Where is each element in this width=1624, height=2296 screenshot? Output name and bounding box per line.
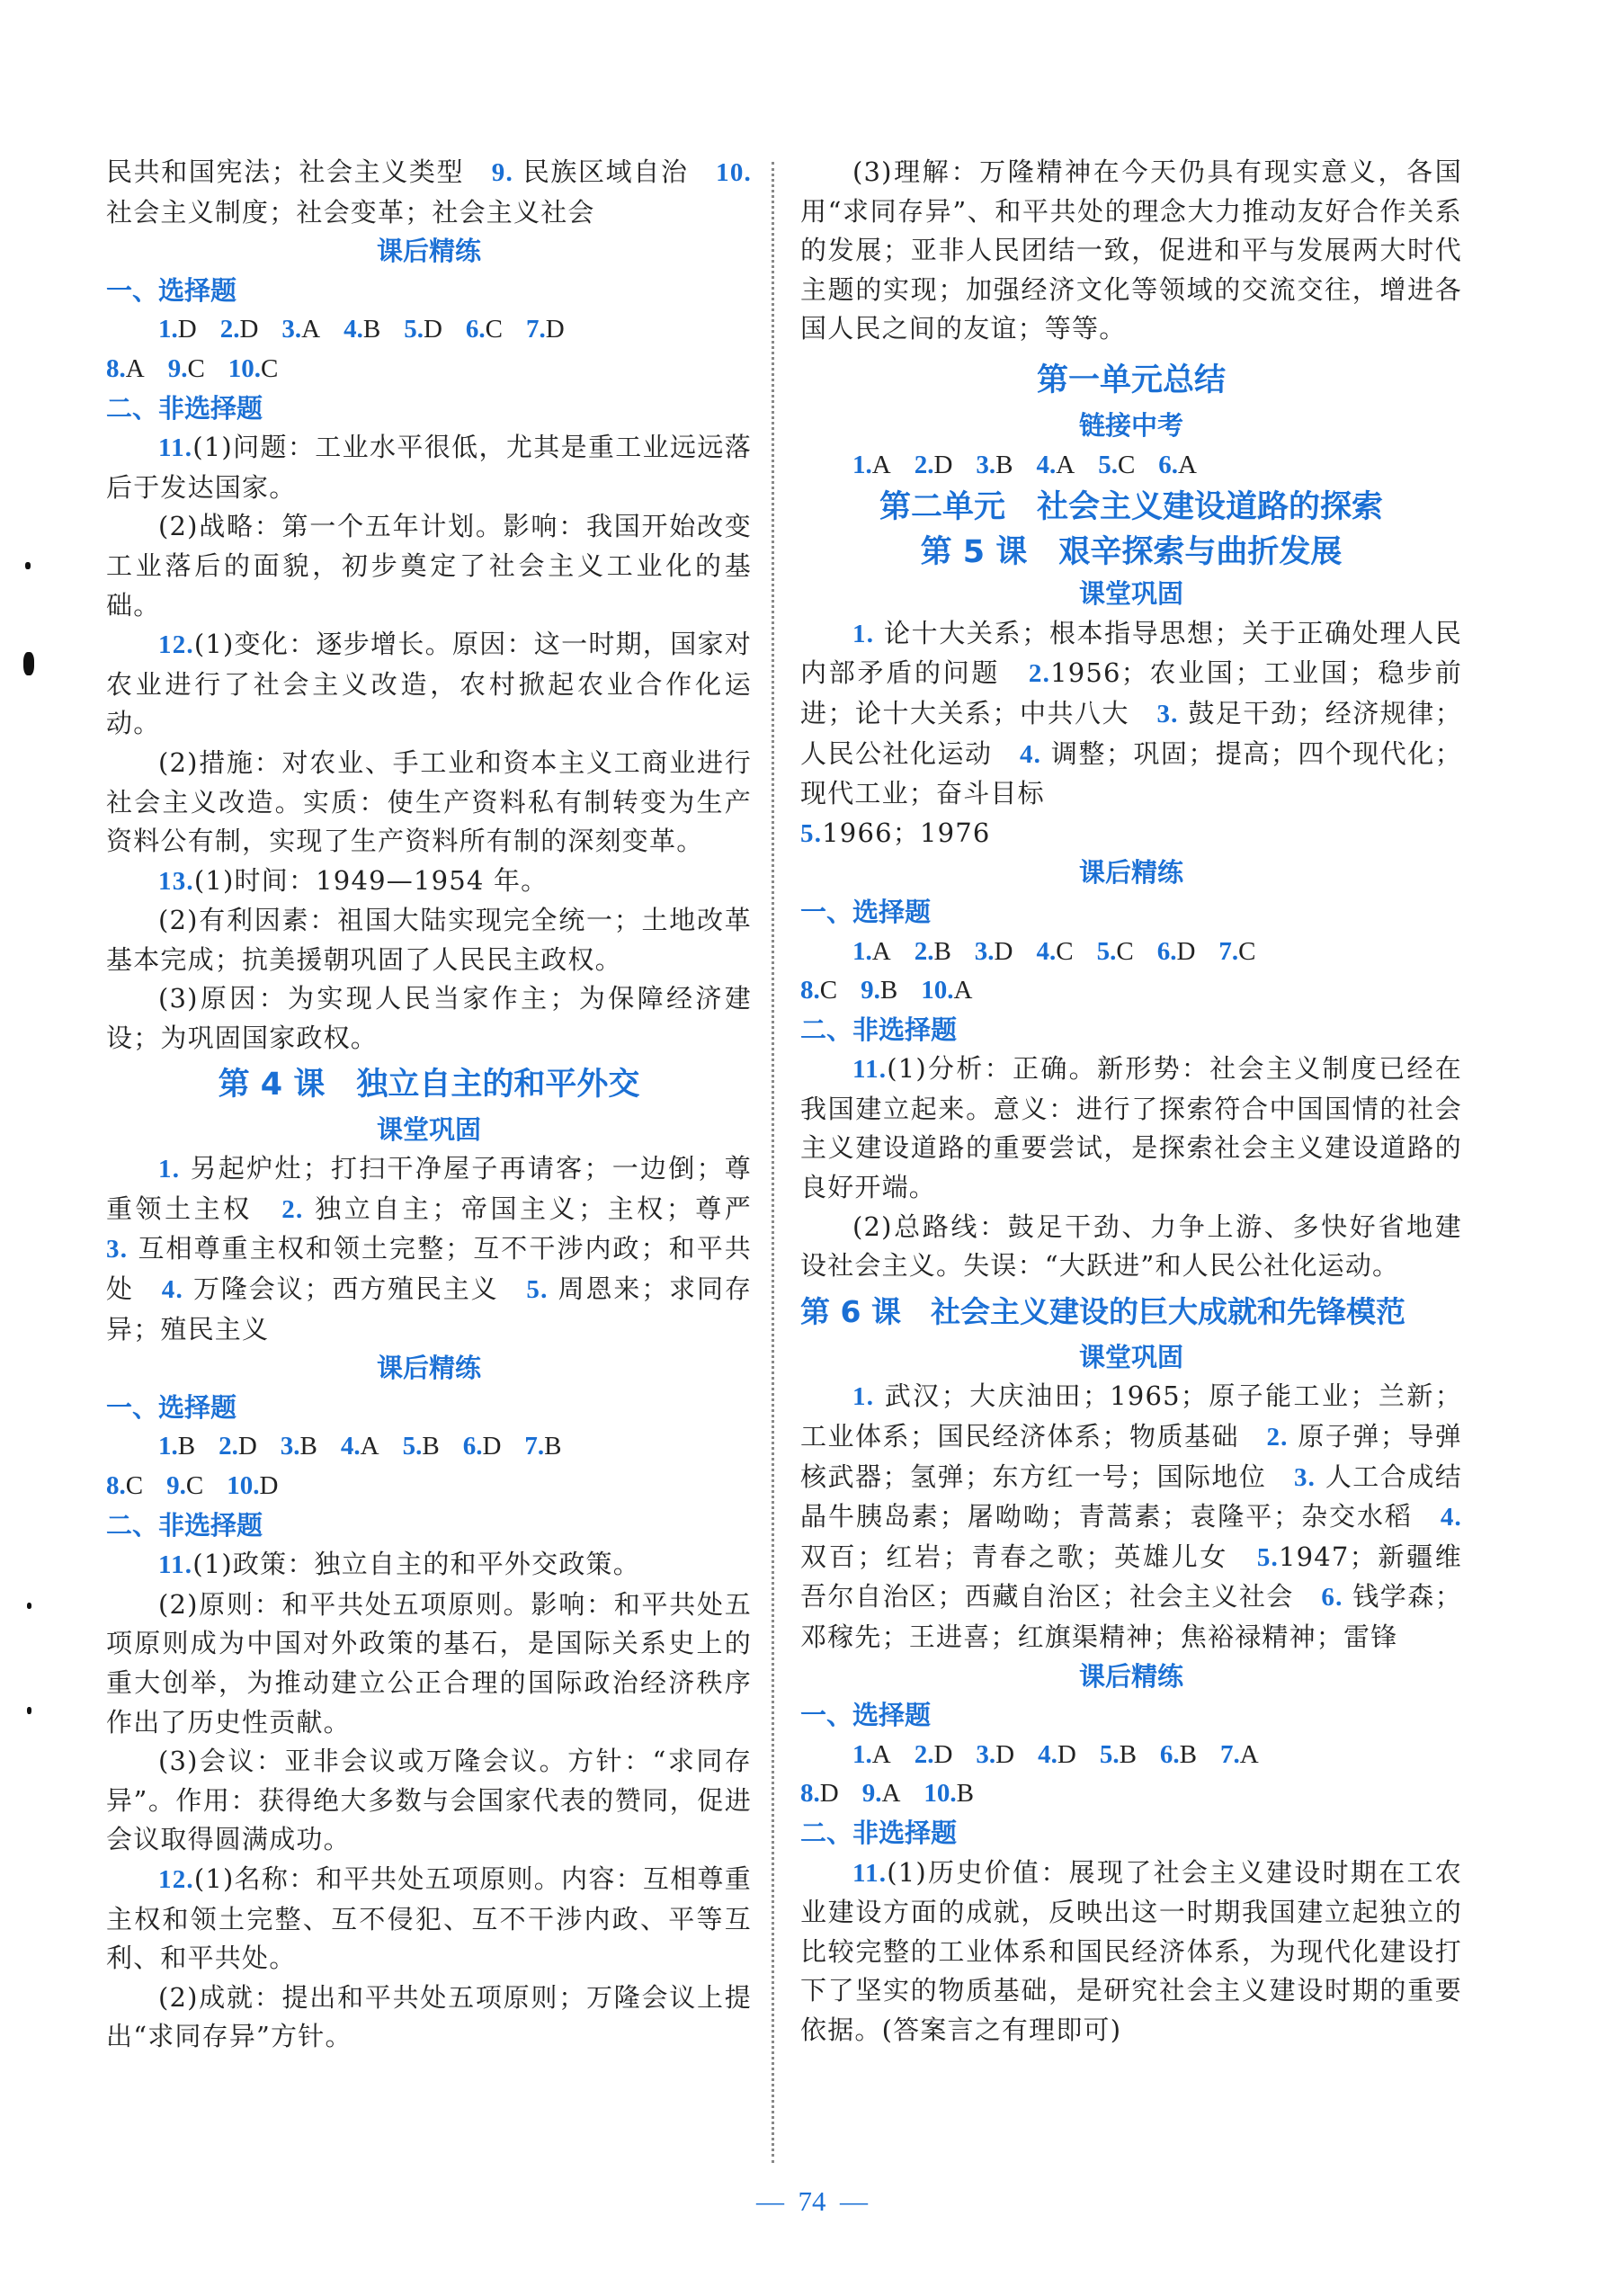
answer-letter: D [1057,1739,1076,1769]
column-divider [772,162,774,2163]
question-number: 6. [462,1432,483,1461]
subsection-heading-in-class: 课堂巩固 [1078,1341,1183,1372]
answer-letter: D [995,1739,1015,1769]
mc-answer [166,1467,203,1506]
mc-answer [524,1427,561,1467]
mc-answer [975,933,1013,972]
answer-letter: A [1239,1739,1259,1769]
answer-letter: A [125,353,145,383]
mc-answer [1218,933,1255,972]
question-number: 4. [1038,1739,1057,1769]
scan-speck [27,1603,31,1609]
question-number: 7. [524,1432,545,1461]
question-number: 3. [976,450,996,479]
mc-answer [1037,933,1074,972]
mc-answer [228,350,279,389]
unit-summary-title: 第一单元总结 [1036,362,1226,398]
answer-letter: D [933,1739,953,1769]
mc-answer [1037,446,1075,486]
section-heading-multiple-choice: 一、选择题 [800,1700,932,1731]
mc-answer [168,350,205,389]
question-number: 1. [852,1739,872,1769]
answer-letter: D [1176,936,1196,966]
mc-answer [526,310,565,350]
answer-letter: A [1178,450,1197,479]
mc-answers-row [800,1736,1462,1775]
question-number: 10. [228,353,262,383]
question-number: 9. [167,353,188,383]
answer-paragraph: (2)战略：第一个五年计划。影响：我国开始改变工业落后的面貌，初步奠定了社会主义工业化的基础。 [106,511,752,621]
subsection-heading-after-class: 课后精练 [376,236,481,267]
question-number: 2. [914,1739,934,1769]
answer-paragraph: (3)会议：亚非会议或万隆会议。方针：“求同存异”。作用：获得绝大多数与会国家代表的赞同，促进会议取得圆满成功。 [106,1746,752,1855]
mc-answers-row [800,446,1462,486]
section-heading-non-choice: 二、非选择题 [106,392,263,424]
answer-paragraph: 11.(1)问题：工业水平很低，尤其是重工业远远落后于发达国家。 [106,432,752,503]
question-number: 4. [340,1432,361,1461]
mc-answer [463,1427,502,1467]
question-number: 2. [914,936,934,966]
question-number: 8. [800,976,820,1005]
question-number: 5. [1096,936,1117,966]
question-number: 4. [1036,936,1057,966]
mc-answer [403,1427,440,1467]
answer-paragraph: (2)原则：和平共处五项原则。影响：和平共处五项原则成为中国对外政策的基石，是国际关系史上的重大创举，为推动建立公正合理的国际政治经济秩序作出了历史性贡献。 [106,1588,752,1738]
subsection-heading-in-class: 课堂巩固 [376,1113,481,1145]
lesson-title: 第 6 课 社会主义建设的巨大成就和先锋模范 [800,1293,1405,1329]
answer-letter: B [956,1779,974,1809]
answer-letter: D [237,1432,257,1461]
subsection-heading-exam-link: 链接中考 [1078,409,1183,441]
answer-letter: B [933,936,951,966]
question-number: 1. [158,1432,178,1461]
answer-letter: A [953,976,973,1005]
section-heading-non-choice: 二、非选择题 [800,1014,958,1045]
answer-letter: C [1238,936,1256,966]
mc-answer [106,1467,143,1506]
unit-title: 第二单元 社会主义建设道路的探索 [879,489,1383,526]
question-number: 8. [800,1779,820,1809]
footer-dash: — [756,2185,784,2217]
section-heading-multiple-choice: 一、选择题 [800,896,932,927]
mc-answers-row [800,971,1462,1011]
mc-answer [281,310,320,350]
answer-letter: D [259,1471,279,1500]
answer-letter: B [544,1432,562,1461]
question-number: 8. [106,1471,126,1500]
mc-answers-row [106,350,752,389]
mc-answer [1098,446,1135,486]
page-number: 74 [798,2185,826,2217]
mc-answer [220,310,259,350]
lesson-title: 第 4 课 独立自主的和平外交 [218,1066,640,1103]
scan-speck [25,562,31,569]
mc-answer [921,971,972,1011]
question-number: 6. [1159,1739,1180,1769]
question-number: 3. [280,1432,300,1461]
question-number: 9. [861,1779,882,1809]
page-number-footer [0,2185,1624,2218]
mc-answer [800,971,837,1011]
answer-letter: C [1117,450,1136,479]
mc-answer [158,1427,195,1467]
mc-answer [219,1427,257,1467]
mc-answer [852,446,891,486]
answer-paragraph: (2)措施：对农业、手工业和资本主义工商业进行社会主义改造。实质：使生产资料私有制转变为生产资料公有制，实现了生产资料所有制的深刻变革。 [106,746,752,857]
answer-paragraph: 12.(1)变化：逐步增长。原因：这一时期，国家对农业进行了社会主义改造，农村掀起农业合作化运动。 [106,629,752,739]
answer-letter: C [1056,936,1074,966]
question-number: 8. [106,353,126,383]
answer-letter: A [871,450,891,479]
answer-letter: D [177,315,197,344]
mc-answer [861,971,897,1011]
scan-speck [23,652,34,675]
paragraph: 民共和国宪法；社会主义类型 9. 民族区域自治 10. 社会主义制度；社会变革；社会主义社会 [106,156,752,228]
answer-letter: C [819,976,838,1005]
section-heading-multiple-choice: 一、选择题 [106,274,237,306]
question-number: 4. [1036,450,1057,479]
lesson-title: 第 5 课 艰辛探索与曲折发展 [920,534,1343,571]
answer-letter: B [1119,1739,1137,1769]
answer-paragraph: 11.(1)政策：独立自主的和平外交政策。 [158,1549,640,1580]
answer-letter: A [871,1739,891,1769]
question-number: 6. [1156,936,1177,966]
question-number: 3. [974,936,995,966]
answer-letter: B [362,315,381,344]
question-number: 6. [1158,450,1179,479]
mc-answer [1220,1736,1259,1775]
answer-letter: C [261,353,279,383]
question-number: 3. [976,1739,996,1769]
mc-answer [341,1427,379,1467]
question-number: 2. [219,1432,238,1461]
question-number: 7. [1218,936,1239,966]
answer-letter: C [125,1471,144,1500]
mc-answer [1100,1736,1137,1775]
answer-letter: C [185,1471,204,1500]
question-number: 9. [166,1471,186,1500]
answer-letter: B [1179,1739,1197,1769]
answer-paragraph: (3)原因：为实现人民当家作主；为保障经济建设；为巩固国家政权。 [106,983,752,1054]
question-number: 1. [852,450,872,479]
answer-paragraph: (2)总路线：鼓足干劲、力争上游、多快好省地建设社会主义。失误：“大跃进”和人民公社化运动。 [800,1211,1462,1282]
question-number: 2. [914,450,934,479]
answer-paragraph: 1. 另起炉灶；打扫干净屋子再请客；一边倒；尊重领土主权 2. 独立自主；帝国主义；主权；尊严 3. 互相尊重主权和领土完整；互不干涉内政；和平共处 4. 万隆会议；西方殖民主义 5. 周恩来；求同存异；殖民主义 [106,1153,753,1345]
mc-answer [915,933,951,972]
mc-answer [915,1736,953,1775]
answer-letter: D [819,1779,839,1809]
mc-answer [344,310,380,350]
subsection-heading-after-class: 课后精练 [1078,857,1183,889]
answer-paragraph: 13.(1)时间：1949—1954 年。 [158,864,549,896]
answer-letter: D [239,315,259,344]
mc-answer [852,933,891,972]
scan-speck [27,1707,31,1714]
answer-letter: A [360,1432,379,1461]
question-number: 5. [404,315,424,344]
mc-answer [404,310,442,350]
mc-answer [862,1774,901,1814]
mc-answer [1158,446,1197,486]
mc-answer [158,310,197,350]
answer-letter: A [301,315,321,344]
question-number: 1. [158,315,178,344]
mc-answer [1160,1736,1197,1775]
answer-letter: C [485,315,503,344]
mc-answers-row [106,310,752,350]
mc-answer [1038,1736,1076,1775]
mc-answer [976,446,1013,486]
answer-letter: B [422,1432,440,1461]
mc-answers-row [800,933,1462,972]
answer-paragraph: (2)成就：提出和平共处五项原则；万隆会议上提出“求同存异”方针。 [106,1981,752,2052]
subsection-heading-after-class: 课后精练 [376,1353,481,1384]
question-number: 7. [526,315,546,344]
answer-letter: A [871,936,891,966]
answer-paragraph: (3)理解：万隆精神在今天仍具有现实意义，各国用“求同存异”、和平共处的理念大力推动友好合作关系的发展；亚非人民团结一致，促进和平与发展两大时代主题的实现；加强经济文化等领域的交流交往，增进各国人民之间的友谊；等等。 [800,156,1462,344]
mc-answer [976,1736,1014,1775]
question-number: 4. [344,315,363,344]
question-number: 5. [1099,1739,1120,1769]
mc-answer [1157,933,1196,972]
question-number: 10. [921,976,954,1005]
mc-answer [852,1736,891,1775]
answer-letter: B [879,976,898,1005]
answer-paragraph: 1. 武汉；大庆油田；1965；原子能工业；兰新；工业体系；国民经济体系；物质基础 2. 原子弹；导弹核武器；氢弹；东方红一号；国际地位 3. 人工合成结晶牛胰岛素；屠呦呦；青蒿素；袁隆平；杂交水稻 4. 双百；红岩；青春之歌；英雄儿女 5.1947；新疆维吾尔自治区；西藏自治区；社会主义社会 6. 钱学森；邓稼先；王进喜；红旗渠精神；焦裕禄精神；雷锋 [800,1380,1463,1652]
footer-dash: — [840,2185,868,2217]
section-heading-non-choice: 二、非选择题 [800,1817,958,1848]
section-heading-multiple-choice: 一、选择题 [106,1391,237,1423]
answer-letter: D [482,1432,502,1461]
answer-letter: D [933,450,953,479]
left-column [106,153,752,2057]
question-number: 10. [227,1471,260,1500]
answer-paragraph: 12.(1)名称：和平共处五项原则。内容：互相尊重主权和领土完整、互不侵犯、互不干涉内政、平等互利、和平共处。 [106,1863,752,1974]
answer-letter: D [994,936,1013,966]
mc-answer [1097,933,1134,972]
answer-paragraph: 11.(1)历史价值：展现了社会主义建设时期在工农业建设方面的成就，反映出这一时期我国建立起独立的比较完整的工业体系和国民经济体系，为现代化建设打下了坚实的物质基础，是研究社会主义建设时期的重要依据。(答案言之有理即可) [800,1856,1462,2045]
answer-letter: C [187,353,205,383]
answer-letter: B [177,1432,196,1461]
answer-letter: D [545,315,565,344]
subsection-heading-in-class: 课堂巩固 [1078,578,1183,610]
question-number: 5. [1098,450,1118,479]
question-number: 6. [465,315,486,344]
mc-answer [281,1427,317,1467]
question-number: 5. [402,1432,423,1461]
question-number: 7. [1220,1739,1240,1769]
subsection-heading-after-class: 课后精练 [1078,1660,1183,1692]
answer-paragraph: 11.(1)分析：正确。新形势：社会主义制度已经在我国建立起来。意义：进行了探索符合中国国情的社会主义建设道路的重要尝试，是探索社会主义建设道路的良好开端。 [800,1053,1462,1203]
mc-answer [924,1774,974,1814]
answer-letter: B [995,450,1013,479]
question-number: 1. [852,936,872,966]
section-heading-non-choice: 二、非选择题 [106,1509,263,1541]
mc-answers-row [800,1774,1462,1814]
answer-letter: C [1116,936,1134,966]
answer-paragraph: (2)有利因素：祖国大陆实现完全统一；土地改革基本完成；抗美援朝巩固了人民民主政权。 [106,905,752,975]
answer-letter: A [1056,450,1075,479]
mc-answers-row [106,1427,752,1467]
answer-letter: D [423,315,442,344]
mc-answer [800,1774,839,1814]
mc-answers-row [106,1467,752,1506]
mc-answer [106,350,145,389]
mc-answer [915,446,953,486]
mc-answer [466,310,503,350]
question-number: 3. [281,315,302,344]
question-number: 9. [861,976,880,1005]
answer-letter: B [299,1432,317,1461]
right-column [800,153,1462,2050]
mc-answer [227,1467,278,1506]
question-number: 10. [924,1779,957,1809]
question-number: 2. [219,315,240,344]
answer-paragraph: 1. 论十大关系；根本指导思想；关于正确处理人民内部矛盾的问题 2.1956；农业国；工业国；稳步前进；论十大关系；中共八大 3. 鼓足干劲；经济规律；人民公社化运动 4. 调整；巩固；提高；四个现代化；现代工业；奋斗目标 5.1966；1976 [800,617,1462,848]
answer-letter: A [881,1779,901,1809]
